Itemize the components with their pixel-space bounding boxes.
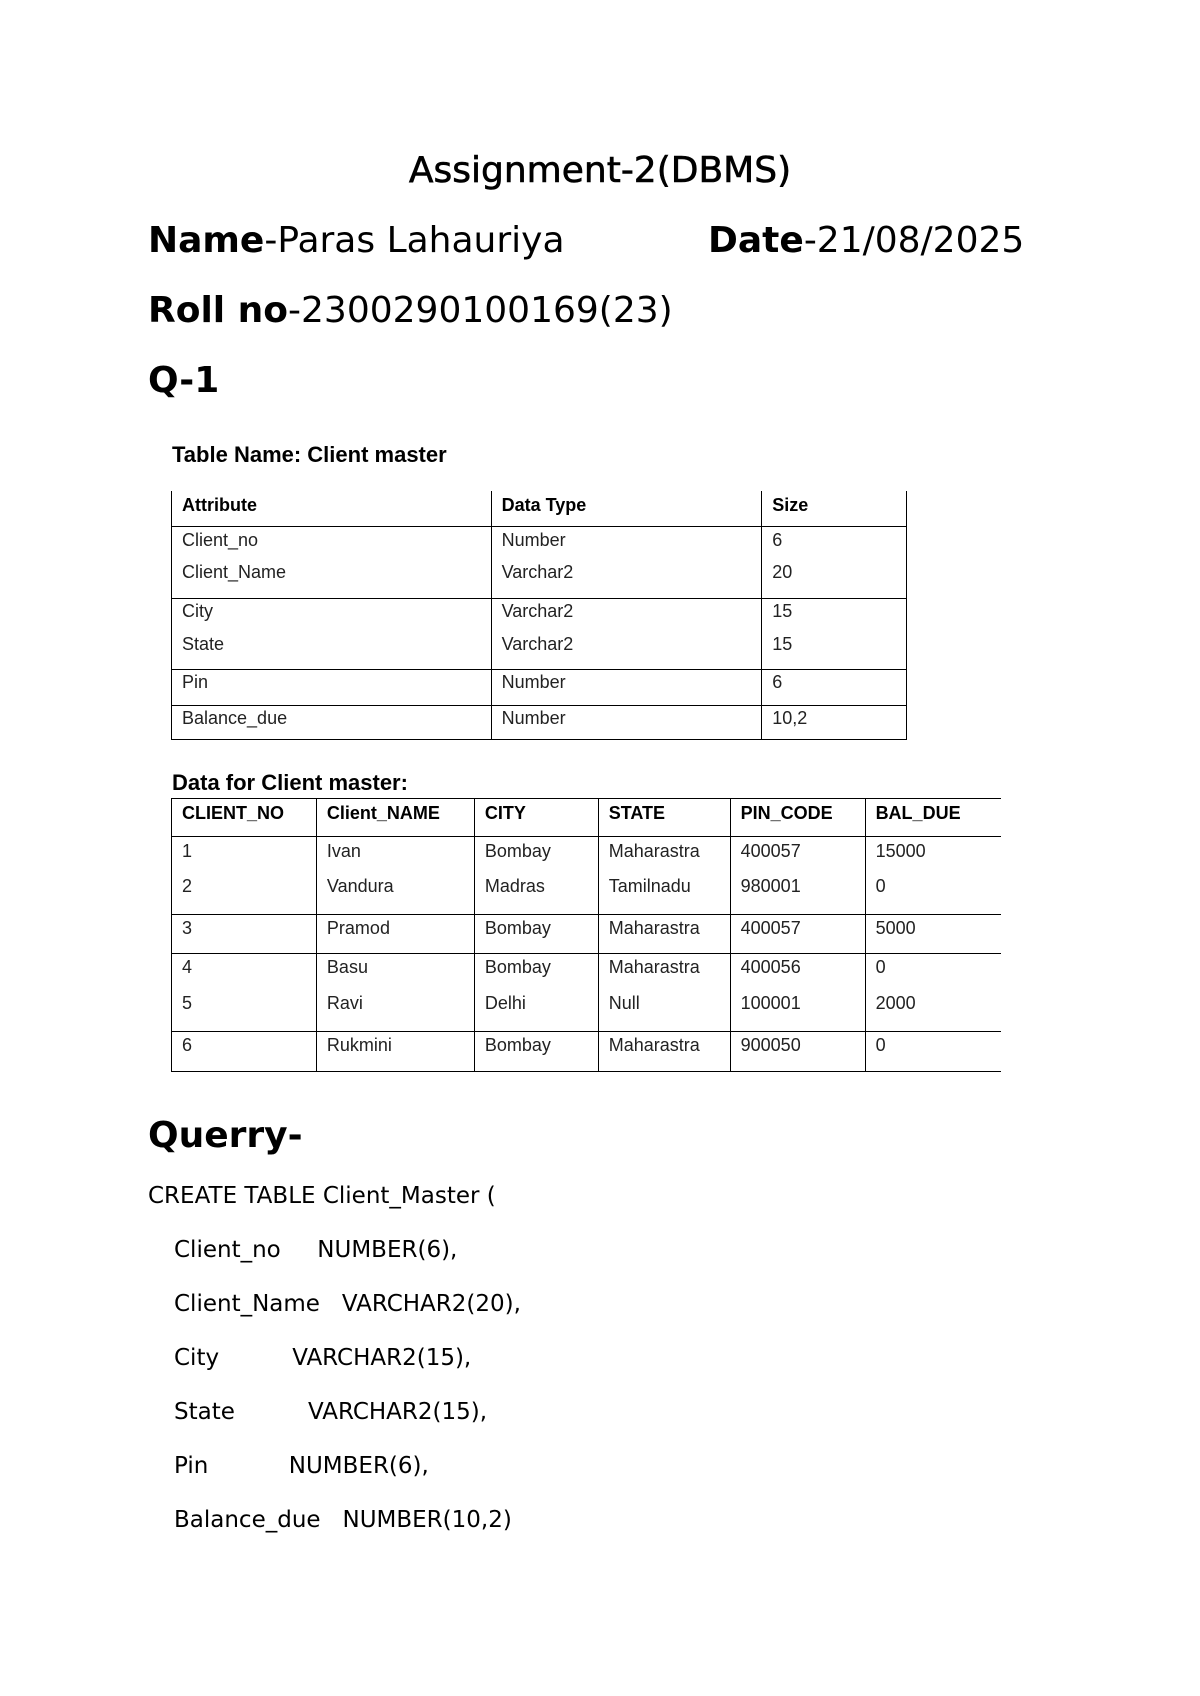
table-cell: 900050 bbox=[730, 1032, 865, 1072]
code-line: CREATE TABLE Client_Master ( bbox=[148, 1183, 496, 1209]
table-cell: Bombay bbox=[474, 954, 598, 993]
table-cell: 10,2 bbox=[762, 705, 907, 739]
table-cell: Vandura bbox=[316, 876, 474, 915]
code-line: Balance_due NUMBER(10,2) bbox=[174, 1507, 512, 1533]
table-cell: Maharastra bbox=[598, 1032, 730, 1072]
table-row bbox=[172, 562, 907, 598]
table-cell: 5000 bbox=[875, 918, 916, 938]
data-col-bal-due: BAL_DUE bbox=[875, 803, 961, 823]
table-row bbox=[172, 526, 907, 562]
code-line: Client_no NUMBER(6), bbox=[174, 1237, 458, 1263]
table-cell: Ivan bbox=[316, 837, 474, 876]
table-row bbox=[172, 915, 1002, 954]
table-cell: 6 bbox=[762, 526, 907, 562]
table-cell: State bbox=[172, 634, 492, 669]
table-cell: Balance_due bbox=[172, 705, 492, 739]
table-cell: Bombay bbox=[474, 1032, 598, 1072]
data-table-caption: Data for Client master: bbox=[172, 770, 408, 795]
table-row bbox=[172, 634, 907, 669]
table-cell: 400056 bbox=[730, 954, 865, 993]
table-cell: 980001 bbox=[730, 876, 865, 915]
table-cell: 5 bbox=[172, 993, 317, 1032]
query-heading: Querry- bbox=[148, 1115, 303, 1156]
table-cell: Bombay bbox=[474, 837, 598, 876]
table-cell: Number bbox=[491, 526, 762, 562]
table-row bbox=[172, 876, 1002, 915]
schema-col-size: Size bbox=[762, 491, 907, 526]
table-cell: City bbox=[172, 598, 492, 634]
schema-col-datatype: Data Type bbox=[491, 491, 762, 526]
table-cell: Maharastra bbox=[598, 915, 730, 954]
roll-value: -2300290100169(23) bbox=[288, 290, 673, 331]
table-cell: Delhi bbox=[474, 993, 598, 1032]
table-cell: Maharastra bbox=[598, 837, 730, 876]
table-cell: 1 bbox=[172, 837, 317, 876]
data-table bbox=[171, 798, 1001, 1072]
page-title: Assignment-2(DBMS) bbox=[408, 150, 792, 191]
table-cell: Number bbox=[491, 705, 762, 739]
name-line bbox=[148, 220, 565, 261]
table-row bbox=[172, 669, 907, 705]
table-cell: 2 bbox=[172, 876, 317, 915]
table-cell: 15000 bbox=[875, 841, 926, 861]
name-label: Name bbox=[148, 220, 265, 261]
table-cell: Varchar2 bbox=[491, 634, 762, 669]
table-cell: Bombay bbox=[474, 915, 598, 954]
table-cell: 100001 bbox=[730, 993, 865, 1032]
schema-table-caption: Table Name: Client master bbox=[172, 442, 447, 467]
table-cell: Pramod bbox=[316, 915, 474, 954]
code-line: City VARCHAR2(15), bbox=[174, 1345, 472, 1371]
table-cell: Client_Name bbox=[172, 562, 492, 598]
table-cell: 4 bbox=[172, 954, 317, 993]
table-cell: Client_no bbox=[172, 526, 492, 562]
table-cell: Madras bbox=[474, 876, 598, 915]
table-row bbox=[172, 1032, 1002, 1072]
table-cell: 15 bbox=[762, 634, 907, 669]
roll-label: Roll no bbox=[148, 290, 289, 331]
table-row bbox=[172, 837, 1002, 876]
table-row bbox=[172, 993, 1002, 1032]
table-cell: 0 bbox=[875, 1035, 886, 1055]
data-col-state: STATE bbox=[598, 799, 730, 837]
data-col-city: CITY bbox=[474, 799, 598, 837]
schema-col-attribute: Attribute bbox=[172, 491, 492, 526]
table-cell: 3 bbox=[172, 915, 317, 954]
table-cell: Ravi bbox=[316, 993, 474, 1032]
table-cell: Varchar2 bbox=[491, 562, 762, 598]
data-col-client-name: Client_NAME bbox=[316, 799, 474, 837]
code-line: Pin NUMBER(6), bbox=[174, 1453, 429, 1479]
data-col-pin-code: PIN_CODE bbox=[730, 799, 865, 837]
code-line: State VARCHAR2(15), bbox=[174, 1399, 488, 1425]
date-line bbox=[708, 220, 1024, 261]
table-cell: 400057 bbox=[730, 915, 865, 954]
roll-line bbox=[148, 290, 673, 331]
date-label: Date bbox=[708, 220, 804, 261]
table-cell: Maharastra bbox=[598, 954, 730, 993]
question-label: Q-1 bbox=[148, 360, 220, 401]
code-line: Client_Name VARCHAR2(20), bbox=[174, 1291, 521, 1317]
table-cell: 6 bbox=[762, 669, 907, 705]
table-cell: Varchar2 bbox=[491, 598, 762, 634]
date-value: -21/08/2025 bbox=[803, 220, 1025, 261]
table-cell: 20 bbox=[762, 562, 907, 598]
table-cell: 15 bbox=[762, 598, 907, 634]
table-cell: 400057 bbox=[730, 837, 865, 876]
table-cell: Tamilnadu bbox=[598, 876, 730, 915]
table-cell: Pin bbox=[172, 669, 492, 705]
table-row bbox=[172, 598, 907, 634]
table-cell: 0 bbox=[875, 875, 886, 896]
table-cell: 6 bbox=[172, 1032, 317, 1072]
schema-table bbox=[171, 491, 907, 740]
data-header-row bbox=[172, 799, 1002, 837]
data-col-client-no: CLIENT_NO bbox=[172, 799, 317, 837]
schema-header-row bbox=[172, 491, 907, 526]
table-cell: 0 bbox=[875, 957, 886, 977]
table-cell: Null bbox=[598, 993, 730, 1032]
table-row bbox=[172, 954, 1002, 993]
table-cell: Rukmini bbox=[316, 1032, 474, 1072]
table-cell: 2000 bbox=[875, 992, 916, 1013]
name-value: -Paras Lahauriya bbox=[264, 220, 565, 261]
table-cell: Basu bbox=[316, 954, 474, 993]
table-cell: Number bbox=[491, 669, 762, 705]
table-row bbox=[172, 705, 907, 739]
